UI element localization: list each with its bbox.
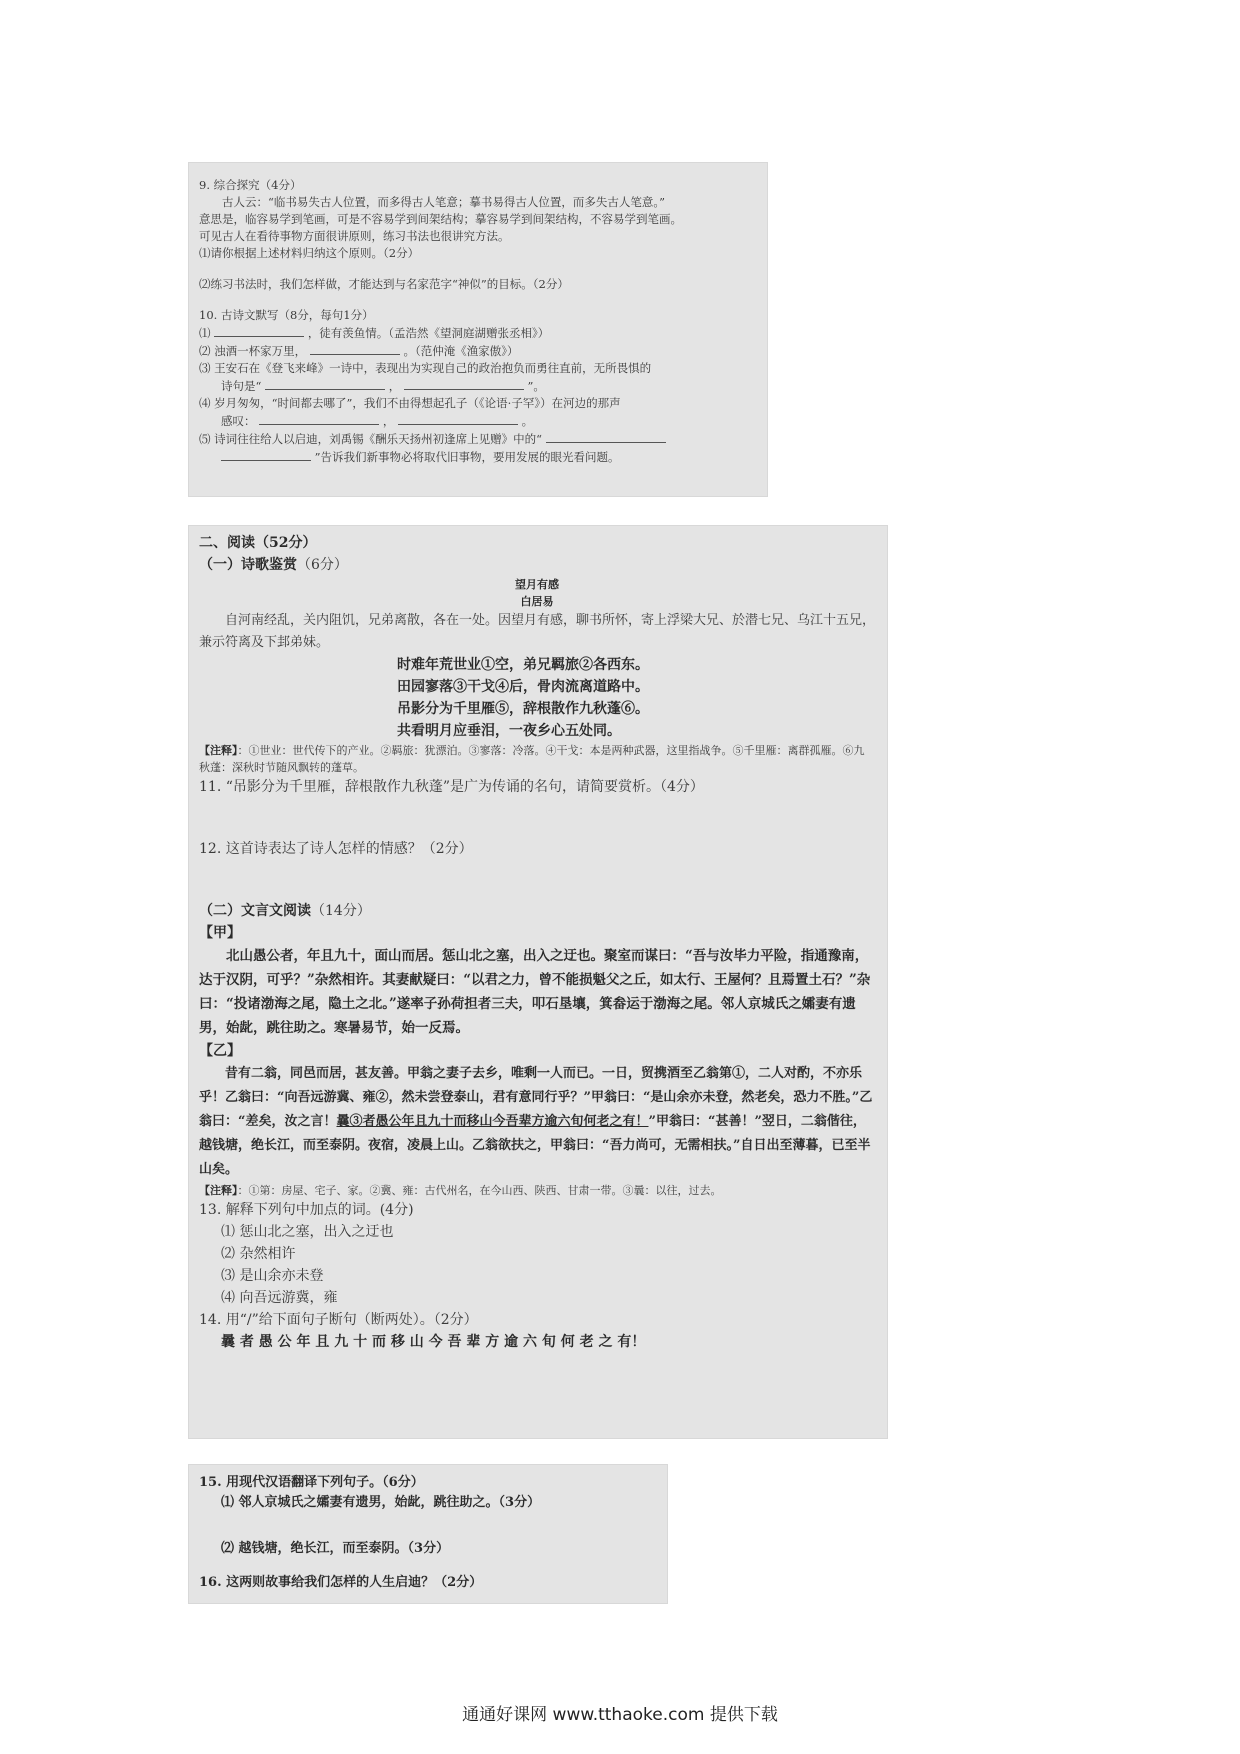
passage-jia: 北山愚公者，年且九十，面山而居。惩山北之塞，出入之迂也。聚室而谋曰：“吾与汝毕力平险，指通豫南，达于汉阴，可乎？”杂然相许。其妻献疑曰：“以君之力，曾不能损魁父之丘，如太行、王屋何？且焉置土石？”杂曰：“投诸渤海之尾，隐土之北。”遂率子孙荷担者三夫，叩石垦壤，箕畚运于渤海之尾。邻人京城氏之孀妻有遗男，始龀，跳往助之。寒暑易节，始一反焉。 (199, 948, 871, 1036)
q10-item-text: 。 (521, 414, 534, 428)
answer-blank[interactable] (310, 342, 400, 355)
notes-label: 【注释】 (199, 744, 238, 757)
poem-notes (199, 742, 875, 776)
q10-item: ⑷ 岁月匆匆，“时间都去哪了”，我们不由得想起孔子（《论语·子罕》）在河边的那声 (199, 396, 621, 410)
answer-blank[interactable] (546, 430, 666, 443)
q16: 16. 这两则故事给我们怎样的人生启迪？（2分） (199, 1575, 483, 1590)
q10-item-text: ， (382, 414, 395, 428)
yi-notes (199, 1182, 875, 1199)
scan-image-questions-15-16 (188, 1464, 668, 1604)
q10-item-text: ”告诉我们新事物必将取代旧事物，要用发展的眼光看问题。 (314, 450, 620, 464)
q10-item-text: 感叹： (221, 414, 256, 428)
q10-item-text: ，徒有羡鱼情。（孟浩然《望洞庭湖赠张丞相》） (307, 326, 550, 340)
q15: 15. 用现代汉语翻译下列句子。（6分） (199, 1475, 424, 1490)
passage-yi-text: 昔有二翁，同邑而居，甚友善。甲翁之妻子去乡，唯剩一人而已。一日，贸携酒至乙翁第①，二人对酌，不亦乐乎！乙翁曰：“向吾远游冀、雍②，然未尝登泰山，君有意同行乎？”甲翁曰：“是山余亦未登，然老矣，恐力不胜。”乙翁曰：“差矣，汝之言！ (199, 1066, 873, 1129)
q13-item: ⑶ 是山余亦未登 (221, 1268, 324, 1284)
poem-line: 田园寥落③干戈④后，骨肉流离道路中。 (397, 679, 649, 695)
q10-item (199, 448, 751, 466)
passage-yi (199, 1062, 875, 1182)
q10-item: ⑶ 王安石在《登飞来峰》一诗中，表现出为实现自己的政治抱负而勇往直前，无所畏惧的 (199, 361, 652, 375)
q10-item-text: 。（范仲淹《渔家傲》） (403, 344, 519, 358)
q9-sub-question: ⑵练习书法时，我们怎样做，才能达到与名家范字“神似”的目标。（2分） (199, 277, 569, 291)
q15-item: ⑵ 越钱塘，绝长江，而至泰阴。（3分） (221, 1541, 450, 1556)
q9-text: 古人云：“临书易失古人位置，而多得古人笔意；摹书易得古人位置，而多失古人笔意。” (222, 195, 666, 209)
part-score: （14分） (311, 903, 371, 919)
poem-author: 白居易 (520, 595, 554, 608)
q10-item (199, 324, 751, 342)
q9-text: 可见古人在看待事物方面很讲原则，练习书法也很讲究方法。 (199, 229, 510, 243)
q10-item-text: ， (388, 379, 401, 393)
q10-item (199, 412, 751, 430)
q13-item: ⑵ 杂然相许 (221, 1246, 296, 1262)
passage-yi-text: ”甲翁曰：“甚善！”翌日，二翁偕往，越钱塘，绝长江，而至泰阴。夜宿，凌晨上山。乙翁欲扶之，甲翁曰：“吾力尚可，无需相扶。”自日出至薄暮，已至半山矣。 (199, 1114, 871, 1177)
passage-label-jia: 【甲】 (199, 925, 241, 941)
part-title-text: （二）文言文阅读 (199, 903, 311, 919)
notes-text: ：①第：房屋、宅子、家。②冀、雍：古代州名，在今山西、陕西、甘肃一带。③曩：以往，过去。 (237, 1184, 722, 1197)
answer-blank[interactable] (214, 324, 304, 337)
footer-source-text: 通通好课网 www.tthaoke.com 提供下载 (462, 1705, 778, 1725)
answer-blank[interactable] (404, 377, 524, 390)
notes-text: ：①世业：世代传下的产业。②羁旅：犹漂泊。③寥落：冷落。④干戈：本是两种武器，这里指战争。⑤千里雁：离群孤雁。⑥九秋蓬：深秋时节随风飘转的蓬草。 (199, 744, 865, 774)
scan-image-reading-section (188, 525, 888, 1439)
poem-title: 望月有感 (515, 578, 559, 591)
q10-item (199, 430, 751, 448)
answer-blank[interactable] (265, 377, 385, 390)
q13-item: ⑴ 惩山北之塞，出入之迂也 (221, 1224, 394, 1240)
notes-label: 【注释】 (199, 1184, 238, 1197)
answer-blank[interactable] (398, 412, 518, 425)
passage-yi-underlined: 曩③者愚公年且九十而移山今吾辈方逾六旬何老之有！ (336, 1114, 649, 1129)
part-score: （6分） (297, 557, 348, 573)
q14-sentence: 曩 者 愚 公 年 且 九 十 而 移 山 今 吾 辈 方 逾 六 旬 何 老 之 有！ (221, 1334, 646, 1350)
q10-item (199, 342, 751, 360)
section-title: 二、阅读（52分） (199, 535, 317, 551)
q10-item-text: ⑸ 诗词往往给人以启迪，刘禹锡《酬乐天扬州初逢席上见赠》中的“ (199, 432, 543, 446)
poem-line: 吊影分为千里雁⑤，辞根散作九秋蓬⑥。 (397, 701, 649, 717)
q13-item: ⑷ 向吾远游冀，雍 (221, 1290, 338, 1306)
q10-item-text: ⑵ 浊酒一杯家万里， (199, 344, 307, 358)
q9-title: 9. 综合探究（4分） (199, 178, 302, 192)
q15-item: ⑴ 邻人京城氏之孀妻有遗男，始龀，跳往助之。（3分） (221, 1495, 541, 1510)
q10-title: 10. 古诗文默写（8分，每句1分） (199, 308, 374, 322)
q10-item-text: ”。 (527, 379, 545, 393)
q9-text: 意思是，临容易学到笔画，可是不容易学到间架结构；摹容易学到间架结构，不容易学到笔画。 (199, 212, 682, 226)
q12: 12. 这首诗表达了诗人怎样的情感？（2分） (199, 841, 473, 857)
answer-blank[interactable] (259, 412, 379, 425)
q10-item-text: 诗句是“ (221, 379, 262, 393)
q14: 14. 用“/”给下面句子断句（断两处）。（2分） (199, 1312, 478, 1328)
poem-line: 共看明月应垂泪，一夜乡心五处同。 (397, 723, 621, 739)
part-title-text: （一）诗歌鉴赏 (199, 557, 297, 573)
q13: 13. 解释下列句中加点的词。(4分) (199, 1202, 414, 1218)
q9-sub-question: ⑴请你根据上述材料归纳这个原则。（2分） (199, 246, 420, 260)
poem-preface: 自河南经乱，关内阻饥，兄弟离散，各在一处。因望月有感，聊书所怀，寄上浮梁大兄、於潜七兄、乌江十五兄，兼示符离及下邽弟妹。 (199, 613, 876, 650)
scan-image-questions-9-10 (188, 162, 768, 497)
part-title (199, 900, 875, 922)
q10-item-prefix: ⑴ (199, 326, 211, 340)
poem-line: 时难年荒世业①空，弟兄羁旅②各西东。 (397, 657, 649, 673)
q10-item (199, 377, 751, 395)
q11: 11. “吊影分为千里雁，辞根散作九秋蓬”是广为传诵的名句，请简要赏析。（4分） (199, 779, 704, 795)
part-title (199, 554, 875, 576)
answer-blank[interactable] (221, 448, 311, 461)
passage-label-yi: 【乙】 (199, 1043, 241, 1059)
